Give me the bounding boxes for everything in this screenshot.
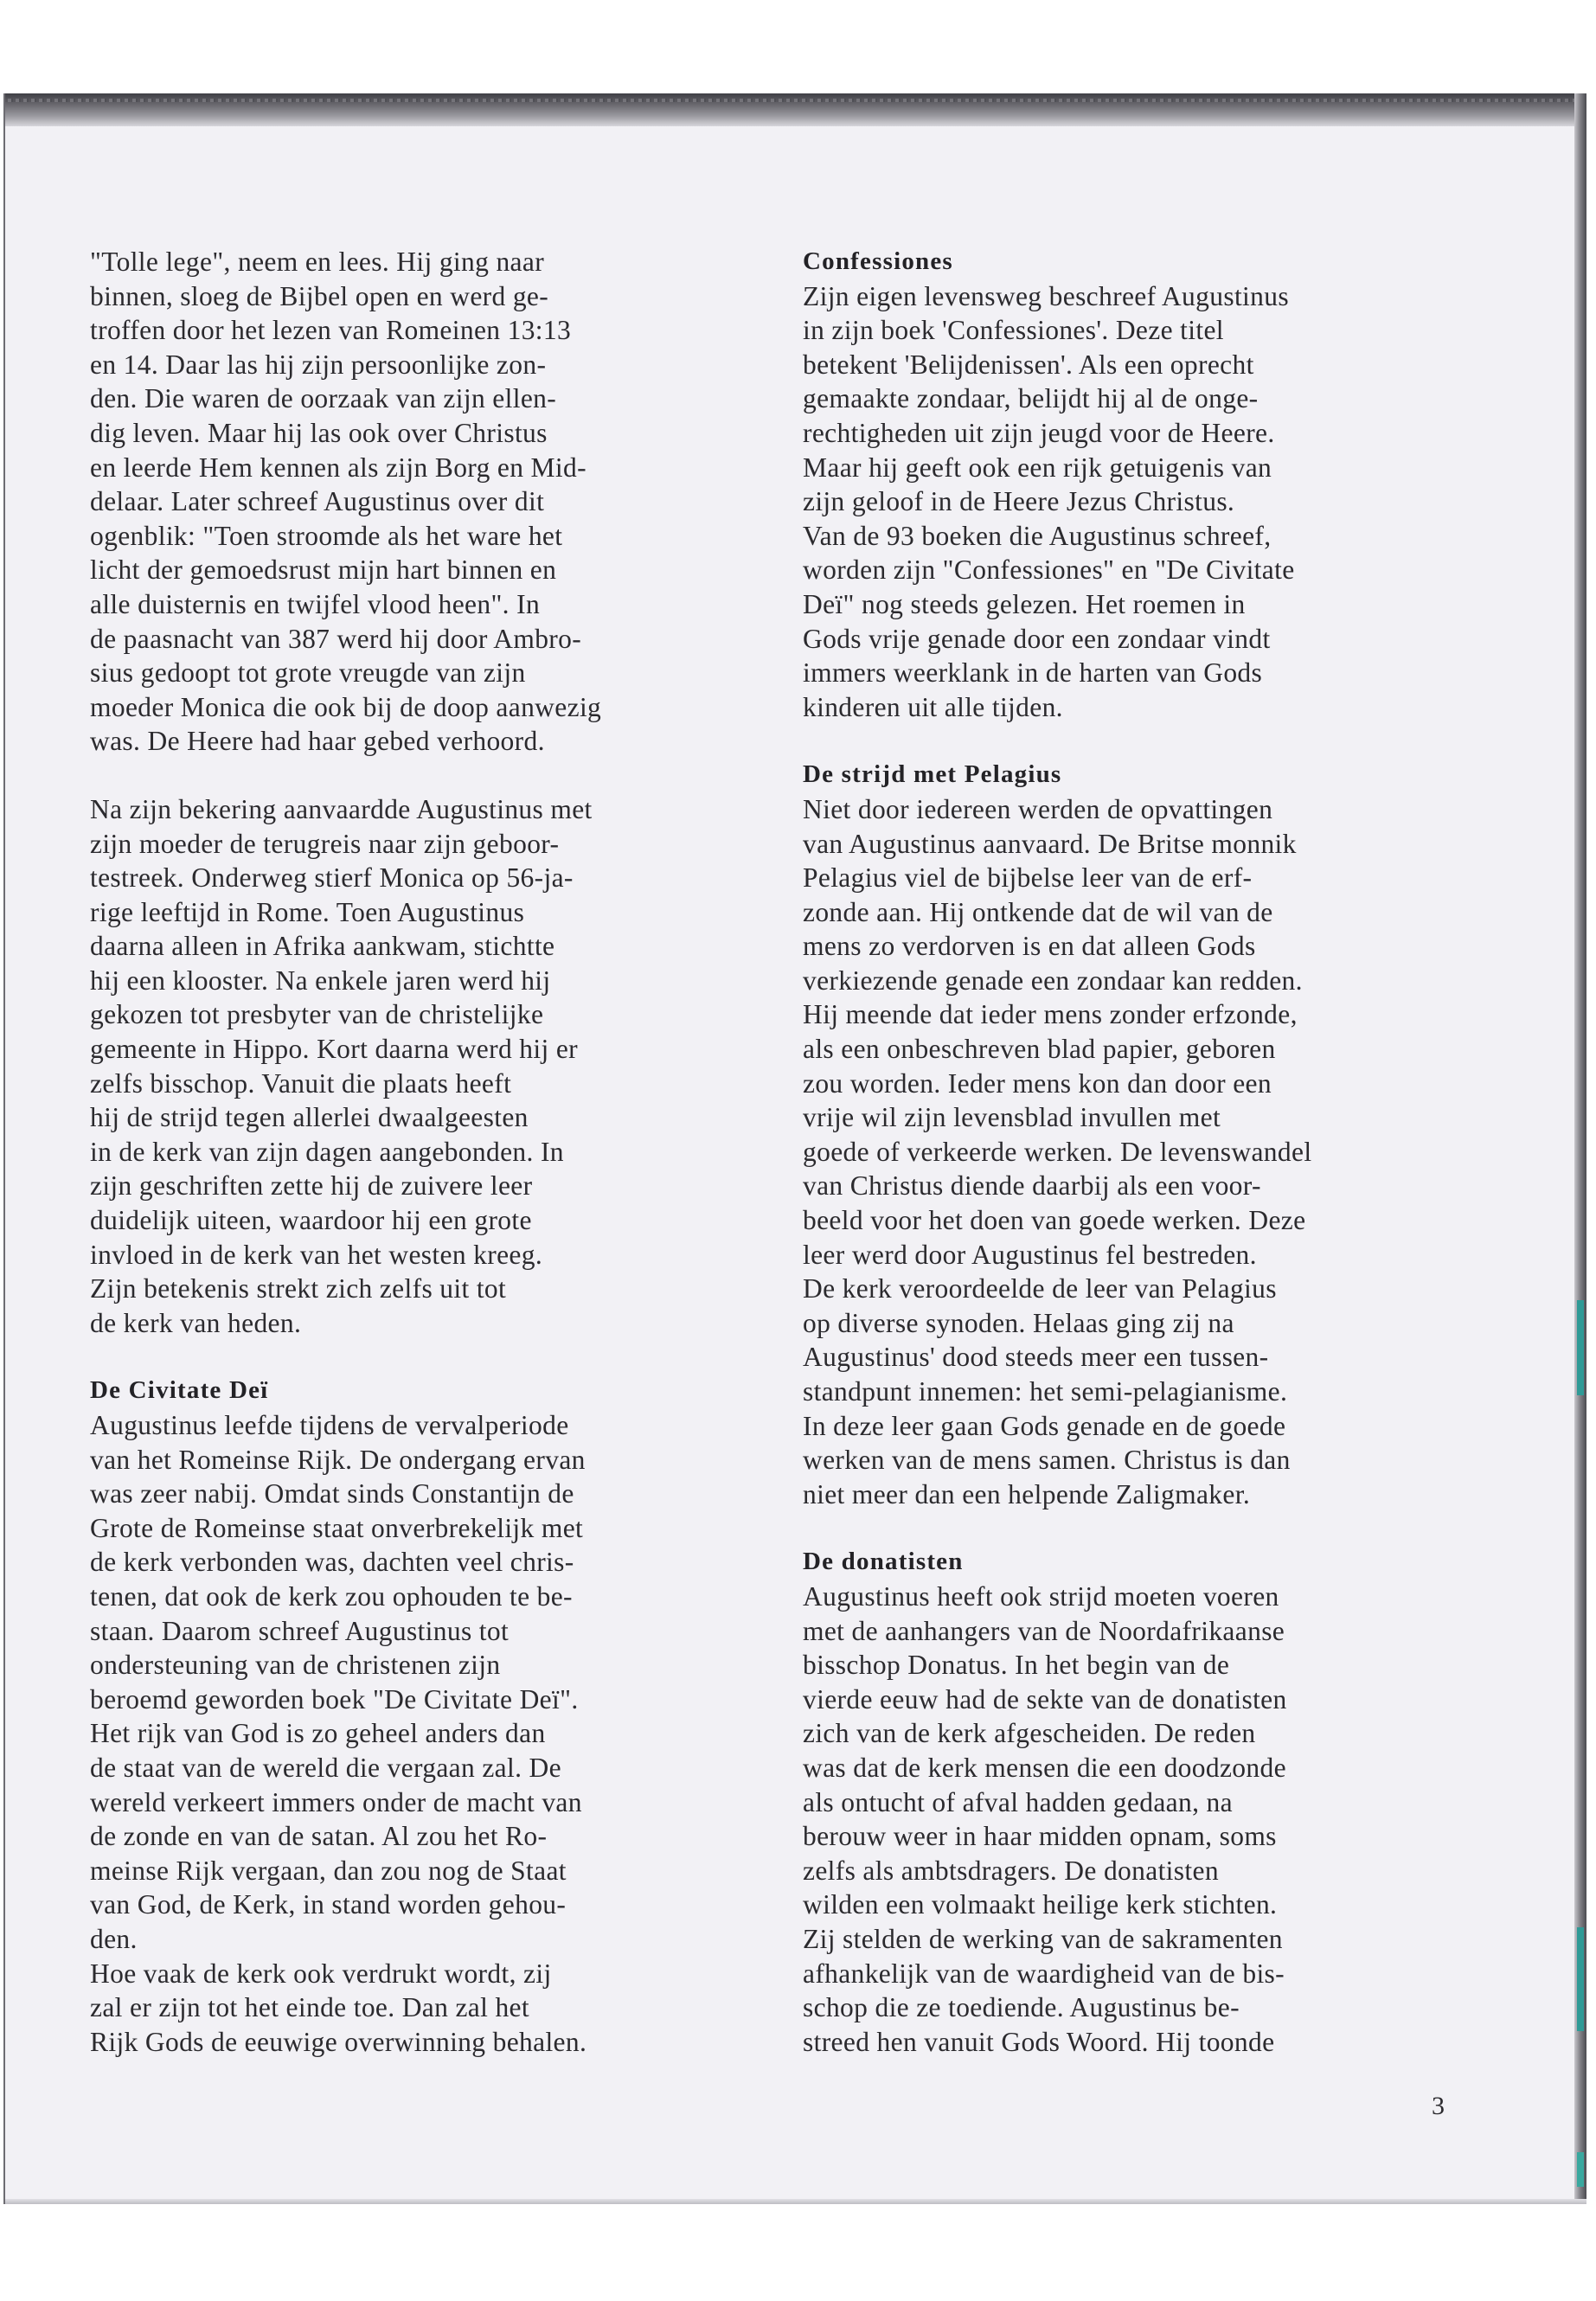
page-top-edge (5, 93, 1586, 126)
edge-marker (1577, 2152, 1584, 2187)
heading-de-donatisten: De donatisten (803, 1548, 964, 1576)
page-number: 3 (1432, 2092, 1445, 2120)
heading-strijd-met-pelagius: De strijd met Pelagius (803, 760, 1062, 789)
left-paragraph-2: Na zijn bekering aanvaardde Augustinus met zijn moeder de terugreis naar zijn geboor- testreek. Onderweg stierf Monica op 56-ja- rige leeftijd in Rome. Toen Augustinus daarna alleen in Afrika aankwam, stichtte hij een klooster. Na enkele jaren werd hij gekozen tot presbyter van de christelijke gemeente in Hippo. Kort daarna werd hij er zelfs bisschop. Vanuit die plaats heeft hij de strijd tegen allerlei dwaalgeesten in de kerk van zijn dagen aangebonden. In zijn geschriften zette hij de zuivere leer duidelijk uiteen, waardoor hij een grote invloed in de kerk van het westen kreeg. Zijn betekenis strekt zich zelfs uit tot de kerk van heden. (90, 793, 593, 1338)
edge-marker (1577, 1927, 1584, 2031)
paragraph-gap (803, 1511, 1473, 1545)
left-column (90, 245, 765, 2059)
page-right-edge (1574, 93, 1586, 2204)
paragraph-gap (90, 1340, 765, 1374)
right-column (803, 245, 1473, 2059)
heading-de-civitate-dei: De Civitate Deï (90, 1376, 269, 1405)
paragraph-gap (803, 724, 1473, 758)
left-paragraph-3: Augustinus leefde tijdens de vervalperiode van het Romeinse Rijk. De ondergang ervan was zeer nabij. Omdat sinds Constantijn de Grote de Romeinse staat onverbrekelijk met de kerk verbonden was, dachten veel chris- tenen, dat ook de kerk zou ophouden te be- staan. Daarom schreef Augustinus tot ondersteuning van de christenen zijn beroemd geworden boek "De Civitate Deï". Het rijk van God is zo geheel anders dan de staat van de wereld die vergaan zal. De wereld verkeert immers onder de macht van de zonde en van de satan. Al zou het Ro- meinse Rijk vergaan, dan zou nog de Staat van God, de Kerk, in stand worden gehou- den. Hoe vaak de kerk ook verdrukt wordt, zij zal er zijn tot het einde toe. Dan zal het Rijk Gods de eeuwige overwinning behalen. (90, 1410, 587, 2057)
right-paragraph-3: Augustinus heeft ook strijd moeten voeren met de aanhangers van de Noordafrikaanse bisschop Donatus. In het begin van de vierde eeuw had de sekte van de donatisten zich van de kerk afgescheiden. De reden was dat de kerk mensen die een doodzonde als ontucht of afval hadden gedaan, na berouw weer in haar midden opnam, soms zelfs als ambtsdragers. De donatisten wilden een volmaakt heilige kerk stichten. Zij stelden de werking van de sakramenten afhankelijk van de waardigheid van de bis- schop die ze toediende. Augustinus be- streed hen vanuit Gods Woord. Hij toonde (803, 1580, 1287, 2057)
right-paragraph-2: Niet door iedereen werden de opvattingen van Augustinus aanvaard. De Britse monnik Pelagius viel de bijbelse leer van de erf- zonde aan. Hij ontkende dat de wil van de mens zo verdorven is en dat alleen Gods verkiezende genade een zondaar kan redden. Hij meende dat ieder mens zonder erfzonde, als een onbeschreven blad papier, geboren zou worden. Ieder mens kon dan door een vrije wil zijn levensblad invullen met goede of verkeerde werken. De levenswandel van Christus diende daarbij als een voor- beeld voor het doen van goede werken. Deze leer werd door Augustinus fel bestreden. De kerk veroordeelde de leer van Pelagius op diverse synoden. Helaas ging zij na Augustinus' dood steeds meer een tussen- standpunt innemen: het semi-pelagianisme. In deze leer gaan Gods genade en de goede werken van de mens samen. Christus is dan niet meer dan een helpende Zaligmaker. (803, 793, 1312, 1509)
left-paragraph-1: "Tolle lege", neem en lees. Hij ging naar binnen, sloeg de Bijbel open en werd ge- troffen door het lezen van Romeinen 13:13 en 14. Daar las hij zijn persoonlijke zon- den. Die waren de oorzaak van zijn ellen- dig leven. Maar hij las ook over Christus en leerde Hem kennen als zijn Borg en Mid- delaar. Later schreef Augustinus over dit ogenblik: "Toen stroomde als het ware het licht der gemoedsrust mijn hart binnen en alle duisternis en twijfel vlood heen". In de paasnacht van 387 werd hij door Ambro- sius gedoopt tot grote vreugde van zijn moeder Monica die ook bij de doop aanwezig was. De Heere had haar gebed verhoord. (90, 247, 602, 757)
paragraph-gap (90, 759, 765, 792)
page-bottom-edge (5, 2199, 1586, 2204)
edge-marker (1577, 1300, 1584, 1395)
right-paragraph-1: Zijn eigen levensweg beschreef Augustinus in zijn boek 'Confessiones'. Deze titel betekent 'Belijdenissen'. Als een oprecht gemaakte zondaar, belijdt hij al de onge- rechtigheden uit zijn jeugd voor de Heere. Maar hij geeft ook een rijk getuigenis van zijn geloof in de Heere Jezus Christus. Van de 93 boeken die Augustinus schreef, worden zijn "Confessiones" en "De Civitate Deï" nog steeds gelezen. Het roemen in Gods vrije genade door een zondaar vindt immers weerklank in de harten van Gods kinderen uit alle tijden. (803, 280, 1295, 722)
heading-confessiones: Confessiones (803, 247, 953, 275)
